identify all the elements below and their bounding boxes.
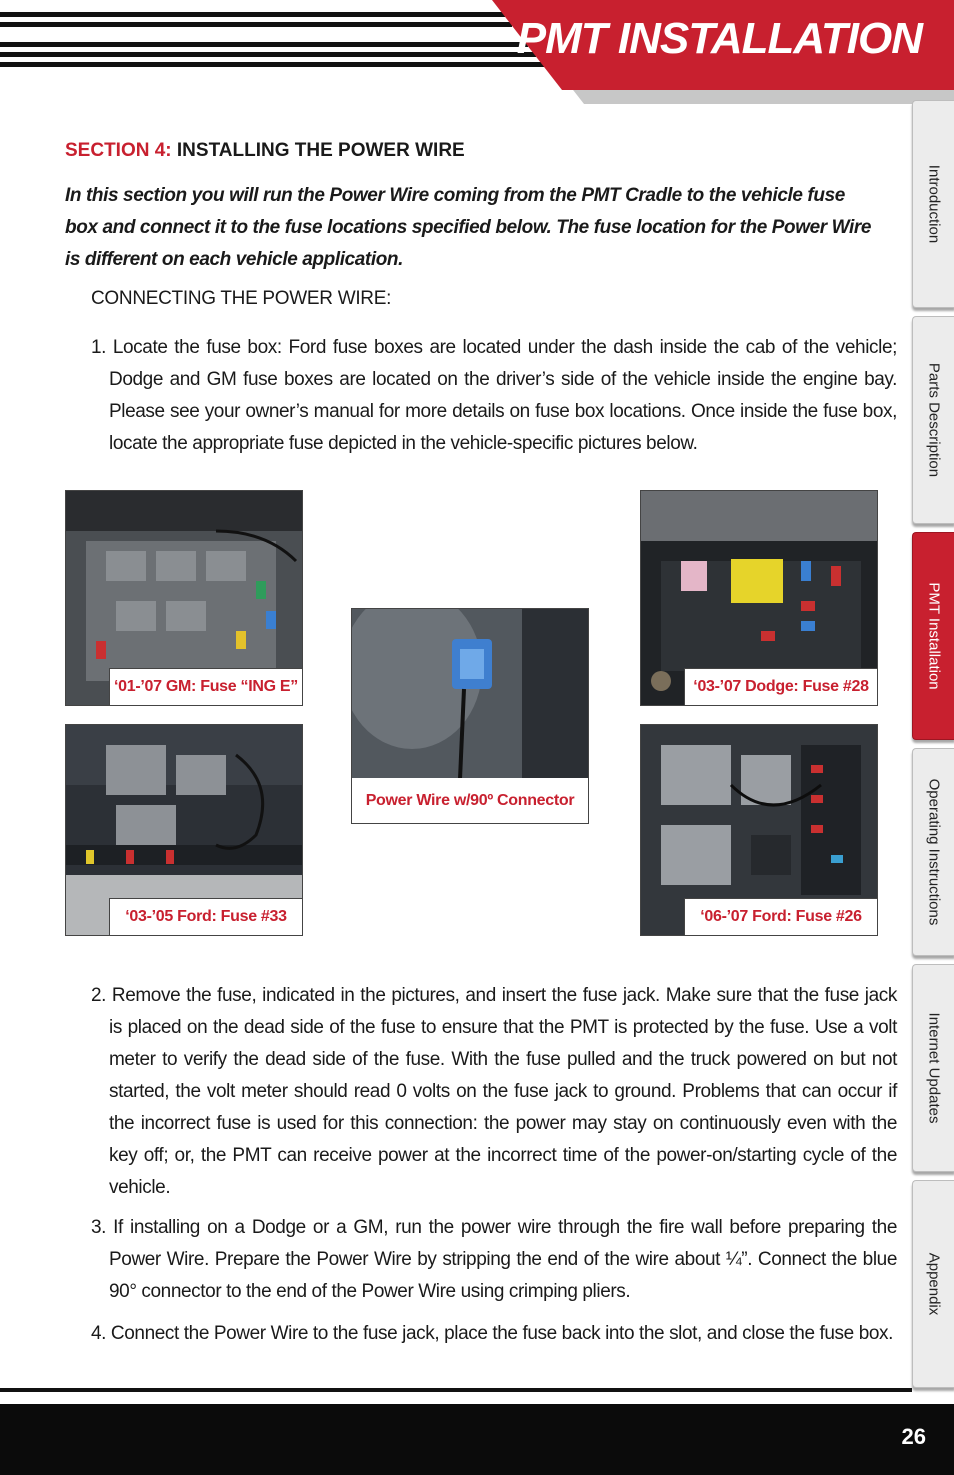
section-number: SECTION 4: (65, 140, 172, 161)
subheading: CONNECTING THE POWER WIRE: (91, 288, 392, 309)
page-number: 26 (901, 1424, 926, 1449)
tab-pmt-installation[interactable]: PMT Installation (912, 532, 954, 740)
tab-parts-description[interactable]: Parts Description (912, 316, 954, 524)
caption-gm: ‘01-’07 GM: Fuse “ING E” (109, 668, 302, 705)
section-heading (65, 140, 465, 162)
footer-bar (0, 1404, 954, 1475)
page-title: PMT INSTALLATION (516, 14, 922, 63)
section-title: INSTALLING THE POWER WIRE (176, 140, 465, 161)
tab-operating-instructions[interactable]: Operating Instructions (912, 748, 954, 956)
tab-introduction[interactable]: Introduction (912, 100, 954, 308)
step-4: 4. Connect the Power Wire to the fuse jack, place the fuse back into the slot, and close the fuse box. (91, 1323, 894, 1344)
step-2: 2. Remove the fuse, indicated in the pictures, and insert the fuse jack. Make sure that the fuse jack is placed on the dead side of the fuse to ensure that the PMT is protected by the fuse. Use a volt meter to verify the dead side of the fuse. With the fuse pulled and the truck powered on but not started, the volt meter should read 0 volts on the fuse jack to ground. Problems that can occur if the incorrect fuse is used for this connection: the power may stay on continuously even with the key off; or, the PMT can receive power at the incorrect time of the power-on/starting cycle of the vehicle. (91, 985, 897, 1198)
photo-ford-fuse-33 (65, 724, 303, 936)
caption-dodge: ‘03-’07 Dodge: Fuse #28 (684, 668, 877, 705)
tab-internet-updates[interactable]: Internet Updates (912, 964, 954, 1172)
caption-connector: Power Wire w/90º Connector (351, 778, 589, 824)
photo-ford-fuse-26 (640, 724, 878, 936)
step-3: 3. If installing on a Dodge or a GM, run the power wire through the fire wall before preparing the Power Wire. Prepare the Power Wire by stripping the end of the wire about ¼”. Connect the blue 90° connector to the end of the Power Wire using crimping pliers. (91, 1217, 897, 1302)
tab-appendix[interactable]: Appendix (912, 1180, 954, 1388)
photo-power-wire-connector (351, 608, 589, 780)
caption-ford-26: ‘06-’07 Ford: Fuse #26 (684, 898, 877, 935)
photo-gm-fusebox (65, 490, 303, 706)
photo-dodge-fuse-28 (640, 490, 878, 706)
caption-ford-33: ‘03-’05 Ford: Fuse #33 (109, 898, 302, 935)
intro-paragraph: In this section you will run the Power Wire coming from the PMT Cradle to the vehicle fuse box and connect it to the fuse locations specified below. The fuse location for the Power Wire is different on each vehicle application. (65, 185, 872, 270)
footer-rule (0, 1388, 912, 1392)
step-1: 1. Locate the fuse box: Ford fuse boxes are located under the dash inside the cab of the vehicle; Dodge and GM fuse boxes are located on the driver’s side of the vehicle inside the engine bay. Please see your owner’s manual for more details on fuse box locations. Once inside the fuse box, locate the appropriate fuse depicted in the vehicle-specific pictures below. (91, 337, 897, 454)
